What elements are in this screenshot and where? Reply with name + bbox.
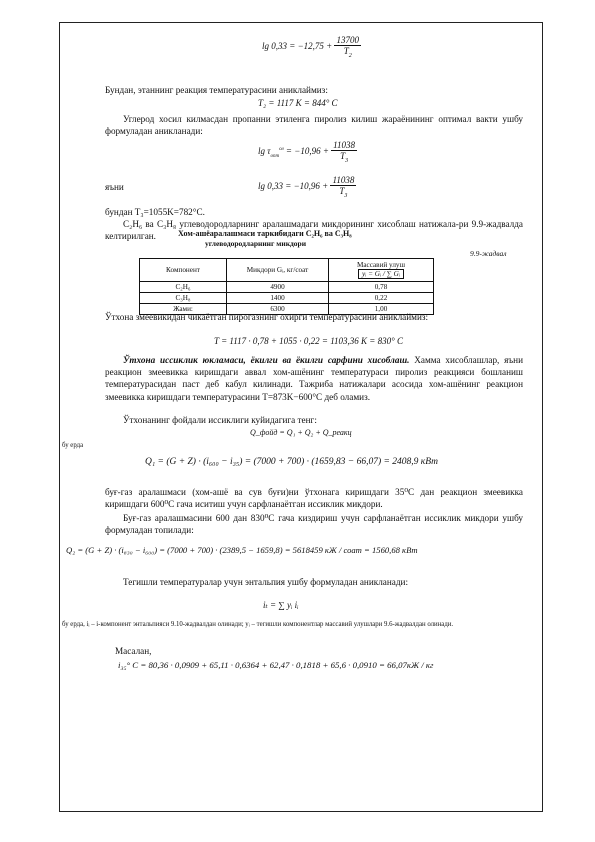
para-heat-title: Ўтхона иссиклик юкламаси, ёкилги ва ёкилги сарфини хисоблаш.: [123, 355, 410, 365]
table-header-formula: yᵢ = Gᵢ / ∑ Gᵢ: [358, 269, 404, 279]
equation-lg-t3: [258, 175, 356, 199]
para-mix: C₂H₆ ва C₃H₈ углеводородларнинг аралашмадаги микдорининг хисоблаш натижала-ри 9.9-жадвалда келтирилган.: [105, 219, 523, 242]
table-label: 9.9-жадвал: [470, 249, 507, 258]
table-cell: 1400: [227, 293, 329, 304]
table-row: [140, 293, 434, 304]
table-header-cell: Микдори Gᵢ, кг/соат: [227, 259, 329, 282]
equation-lg-tau: [258, 140, 357, 164]
eq3-fraction: [330, 175, 356, 199]
para-outlet: Ўтхона змеевикидан чикаётган пирогазнинг охирги температурасини аниклаймиз:: [105, 312, 429, 322]
component-table: [139, 258, 434, 315]
table-cell: 0,78: [329, 282, 434, 293]
equation-t2: T₂ = 1117 K = 844° C: [258, 98, 338, 108]
para-t3: бундан T₃=1055K=782°C.: [105, 207, 205, 217]
para-enthalpy: Тегишли температуралар учун энтальпия ушбу формуладан аникланади:: [123, 577, 409, 587]
eq2-fraction: [331, 140, 357, 164]
masalan-label: Масалан,: [115, 646, 152, 656]
table-cell: Жами:: [140, 304, 227, 315]
para-ethylene: Углерод хосил килмасдан пропанни этиленга пиролиз килиш жараёнининг оптимал вакти ушбу формуладан аникланади:: [105, 114, 523, 137]
equation-t-outlet: T = 1117 · 0,78 + 1055 · 0,22 = 1103,36 K = 830° C: [214, 336, 403, 346]
eq2-left: lg τ: [258, 145, 271, 156]
eq1-left: lg 0,33 = −12,75 +: [262, 40, 333, 51]
para-vapor2: Буғ-газ аралашмасини 600 дан 830⁰С гача киздириш учун сарфланаётган иссиклик микдори ушбу формуладан топилади:: [105, 513, 523, 536]
para-useful: Ўтхонанинг фойдали иссиклиги куйидагига тенг:: [123, 415, 317, 425]
table-title-1: Хом-ашёаралашмаси таркибидаги C₂H₆ ва C₃H₈: [178, 229, 352, 238]
eq3-num: 11038: [332, 175, 355, 185]
eq2-den: [331, 151, 357, 164]
eq3-den: [330, 186, 356, 199]
equation-lg-t2: [262, 35, 361, 59]
eq1-fraction: [334, 35, 361, 59]
table-title-2: углеводородларнинг микдори: [205, 239, 307, 248]
equation-q-useful: Q_фойд = Q₁ + Q₂ + Q_реакц: [250, 428, 352, 437]
table-cell: C₂H₆: [140, 282, 227, 293]
eq2-sub: опт: [270, 153, 280, 159]
eq1-num: 13700: [336, 35, 359, 45]
equation-it: iₜ = ∑ yᵢ iᵢ: [263, 600, 299, 610]
eq1-den: [334, 46, 361, 59]
table-cell: 1,00: [329, 304, 434, 315]
para-heat-body: Хамма хисоблашлар, яъни реакцион змеевикка киришдаги аввал хом-ашёнинг температураси пиролиз реакцияси бошланиш температурасидан паст деб кабул килинади. Тажриба натижалари асосида хом-ашёнинг реакцион змеевикка киришдаги температурасини T=873K−600°C деб оламиз.: [105, 355, 523, 402]
eq3-left: lg 0,33 = −10,96 +: [258, 180, 329, 191]
ya-ni-label: яъни: [105, 182, 124, 192]
table-header-label: Массавий улуш: [356, 261, 406, 269]
note-text: бу ерда, iᵢ – i-компонент энтальпияси 9.10-жадвалдан олинади; yᵢ – тегишли компонентлар массавий улушлари 9.6-жадвалдан олинади.: [62, 621, 454, 628]
eq2-den-t: T: [340, 151, 346, 161]
eq3-den-sub: 3: [344, 192, 348, 199]
eq2-mid: = −10,96 +: [285, 145, 329, 156]
para-butadiene: Бундан, этаннинг реакция температурасини аниклаймиз:: [105, 85, 328, 95]
equation-q1: Q₁ = (G + Z) · (i₆₀₀ − i₃₅) = (7000 + 700) · (1659,83 − 66,07) = 2408,9 кВт: [145, 457, 439, 467]
eq2-num: 11038: [333, 140, 355, 150]
table-row: [140, 282, 434, 293]
table-cell: C₃H₈: [140, 293, 227, 304]
table-cell: 4900: [227, 282, 329, 293]
table-header-cell: Компонент: [140, 259, 227, 282]
equation-i35: i₃₅° C = 80,36 · 0,0909 + 65,11 · 0,6364 + 62,47 · 0,1818 + 65,6 · 0,0910 = 66,07кЖ / кг: [118, 660, 434, 670]
bu-erda-label: бу ерда: [62, 442, 84, 449]
eq1-den-t: T: [343, 46, 349, 56]
table-header-cell: [329, 259, 434, 282]
para-heat: [105, 354, 523, 403]
equation-q2: Q₂ = (G + Z) · (i₈₃₀ − i₆₀₀) = (7000 + 700) · (2389,5 − 1659,8) = 5618459 кЖ / соат = 1560,68 кВт: [66, 545, 418, 555]
eq3-den-t: T: [339, 186, 345, 196]
eq1-den-sub: 2: [348, 52, 352, 59]
para-vapor: буғ-газ аралашмаси (хом-ашё ва сув буғи)ни ўтхонага киришдаги 35⁰С дан реакцион змеевикка киришдаги 600⁰С гача иситиш учун сарфланаётган иссиклик микдори.: [105, 487, 523, 510]
table-cell: 6300: [227, 304, 329, 315]
eq2-sup: ол: [279, 146, 284, 152]
table-cell: 0,22: [329, 293, 434, 304]
eq2-den-sub: 3: [345, 157, 349, 164]
table-header-row: [140, 259, 434, 282]
